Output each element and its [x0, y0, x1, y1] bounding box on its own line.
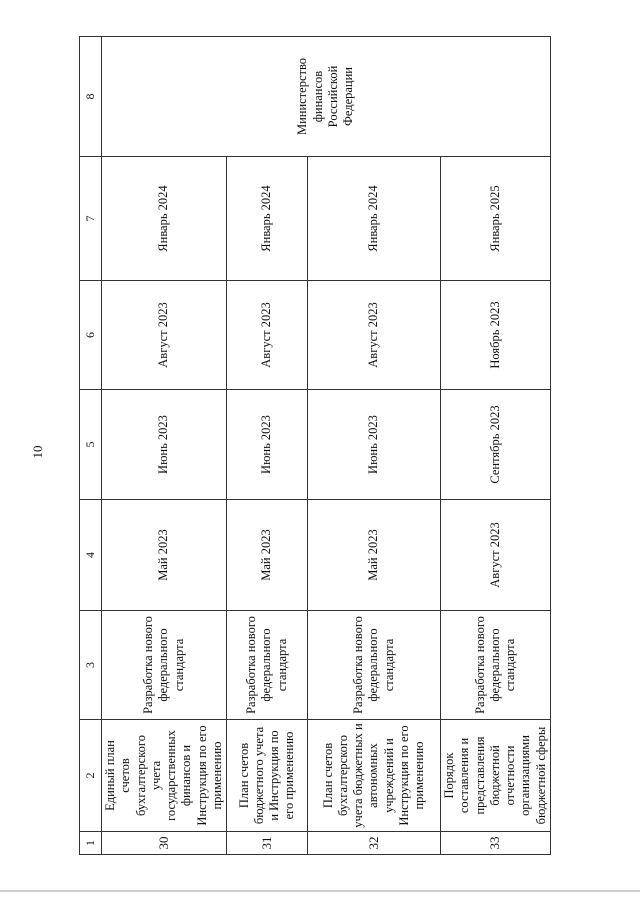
document-title: План счетов бюджетного учета и Инструкция по его применению [227, 720, 308, 832]
date-cell-col7: Январь 2024 [308, 157, 441, 281]
column-number-7: 7 [80, 157, 102, 281]
document-title: Единый план счетов бухгалтерского учета государственных финансов и Инструкция по его применению [102, 720, 227, 832]
document-title: Порядок составления и представления бюджетной отчетности организациями бюджетной сферы [441, 720, 551, 832]
column-number-5: 5 [80, 390, 102, 500]
table-row [102, 37, 227, 855]
column-number-4: 4 [80, 500, 102, 611]
date-cell-col5: Сентябрь 2023 [441, 390, 551, 500]
row-number: 32 [308, 832, 441, 855]
date-cell-col4: Май 2023 [102, 500, 227, 611]
column-number-2: 2 [80, 720, 102, 832]
table-row [441, 37, 551, 855]
date-cell-col7: Январь 2025 [441, 157, 551, 281]
row-number: 30 [102, 832, 227, 855]
date-cell-col5: Июнь 2023 [102, 390, 227, 500]
standards-plan-table [79, 36, 551, 855]
activity-cell: Разработка нового федерального стандарта [102, 611, 227, 720]
date-cell-col4: Май 2023 [308, 500, 441, 611]
activity-cell: Разработка нового федерального стандарта [227, 611, 308, 720]
column-number-row [80, 37, 102, 855]
table-row [227, 37, 308, 855]
activity-cell: Разработка нового федерального стандарта [441, 611, 551, 720]
date-cell-col5: Июнь 2023 [227, 390, 308, 500]
date-cell-col6: Ноябрь 2023 [441, 281, 551, 390]
column-number-8: 8 [80, 37, 102, 157]
page-number: 10 [30, 445, 45, 459]
date-cell-col6: Август 2023 [102, 281, 227, 390]
date-cell-col6: Август 2023 [308, 281, 441, 390]
table-row [308, 37, 441, 855]
column-number-6: 6 [80, 281, 102, 390]
column-number-3: 3 [80, 611, 102, 720]
row-number: 31 [227, 832, 308, 855]
row-number: 33 [441, 832, 551, 855]
date-cell-col4: Август 2023 [441, 500, 551, 611]
date-cell-col7: Январь 2024 [227, 157, 308, 281]
document-title: План счетов бухгалтерского учета бюджетных и автономных учреждений и Инструкция по его применению [308, 720, 441, 832]
date-cell-col7: Январь 2024 [102, 157, 227, 281]
column-number-1: 1 [80, 832, 102, 855]
date-cell-col5: Июнь 2023 [308, 390, 441, 500]
scan-edge-divider [0, 890, 640, 892]
responsible-cell: Министерство финансов Российской Федерации [102, 37, 551, 157]
date-cell-col6: Август 2023 [227, 281, 308, 390]
date-cell-col4: Май 2023 [227, 500, 308, 611]
activity-cell: Разработка нового федерального стандарта [308, 611, 441, 720]
standards-plan-table-rotated [79, 37, 548, 855]
